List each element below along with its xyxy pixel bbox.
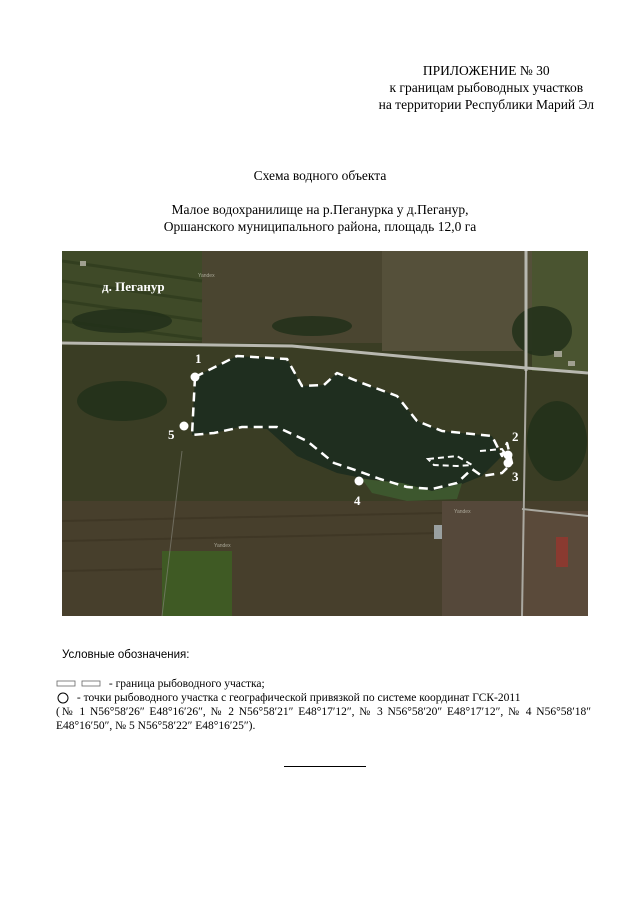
watermark: Yandex <box>198 273 215 279</box>
boundary-symbol-icon <box>56 680 106 688</box>
appendix-number: ПРИЛОЖЕНИЕ № 30 <box>422 63 550 78</box>
point-3-marker <box>504 459 513 468</box>
point-1-label: 1 <box>195 351 202 366</box>
point-3-label: 3 <box>512 469 519 484</box>
watermark: Yandex <box>214 543 231 549</box>
legend-points <box>56 691 520 705</box>
appendix-header <box>379 62 594 113</box>
point-symbol-icon <box>56 692 70 704</box>
point-5-marker <box>180 422 189 431</box>
legend-boundary <box>56 677 265 691</box>
point-4-marker <box>355 477 364 486</box>
points-text: - точки рыбоводного участка с географической привязкой по системе координат ГСК-2011 <box>76 692 521 704</box>
end-line <box>284 766 366 767</box>
water-body-name: Малое водохранилище на р.Пеганурка у д.Пеганур, <box>171 202 469 217</box>
village-label: д. Пеганур <box>102 279 165 294</box>
watermark: Yandex <box>454 509 471 515</box>
district-area: Оршанского муниципального района, площадь 12,0 га <box>163 219 477 234</box>
point-1-marker <box>191 373 200 382</box>
point-5-label: 5 <box>168 427 175 442</box>
satellite-map <box>62 251 588 616</box>
appendix-line-2: к границам рыбоводных участков <box>389 80 584 95</box>
legend-heading: Условные обозначения: <box>62 649 190 661</box>
boundary-text: - граница рыбоводного участка; <box>108 678 265 690</box>
appendix-line-3: на территории Республики Марий Эл <box>378 97 594 112</box>
point-2-label: 2 <box>512 429 519 444</box>
point-2-marker <box>504 451 513 460</box>
page-title: Схема водного объекта <box>253 168 387 183</box>
point-4-label: 4 <box>354 493 361 508</box>
coordinates-list: (№ 1 N56°58′26″ E48°16′26″, № 2 N56°58′21″ E48°17′12″, № 3 N56°58′20″ E48°17′12″, № 4 N56°58′18″ E48°16′50″, № 5 N56°58′22″ E48°16′25″). <box>56 706 591 732</box>
